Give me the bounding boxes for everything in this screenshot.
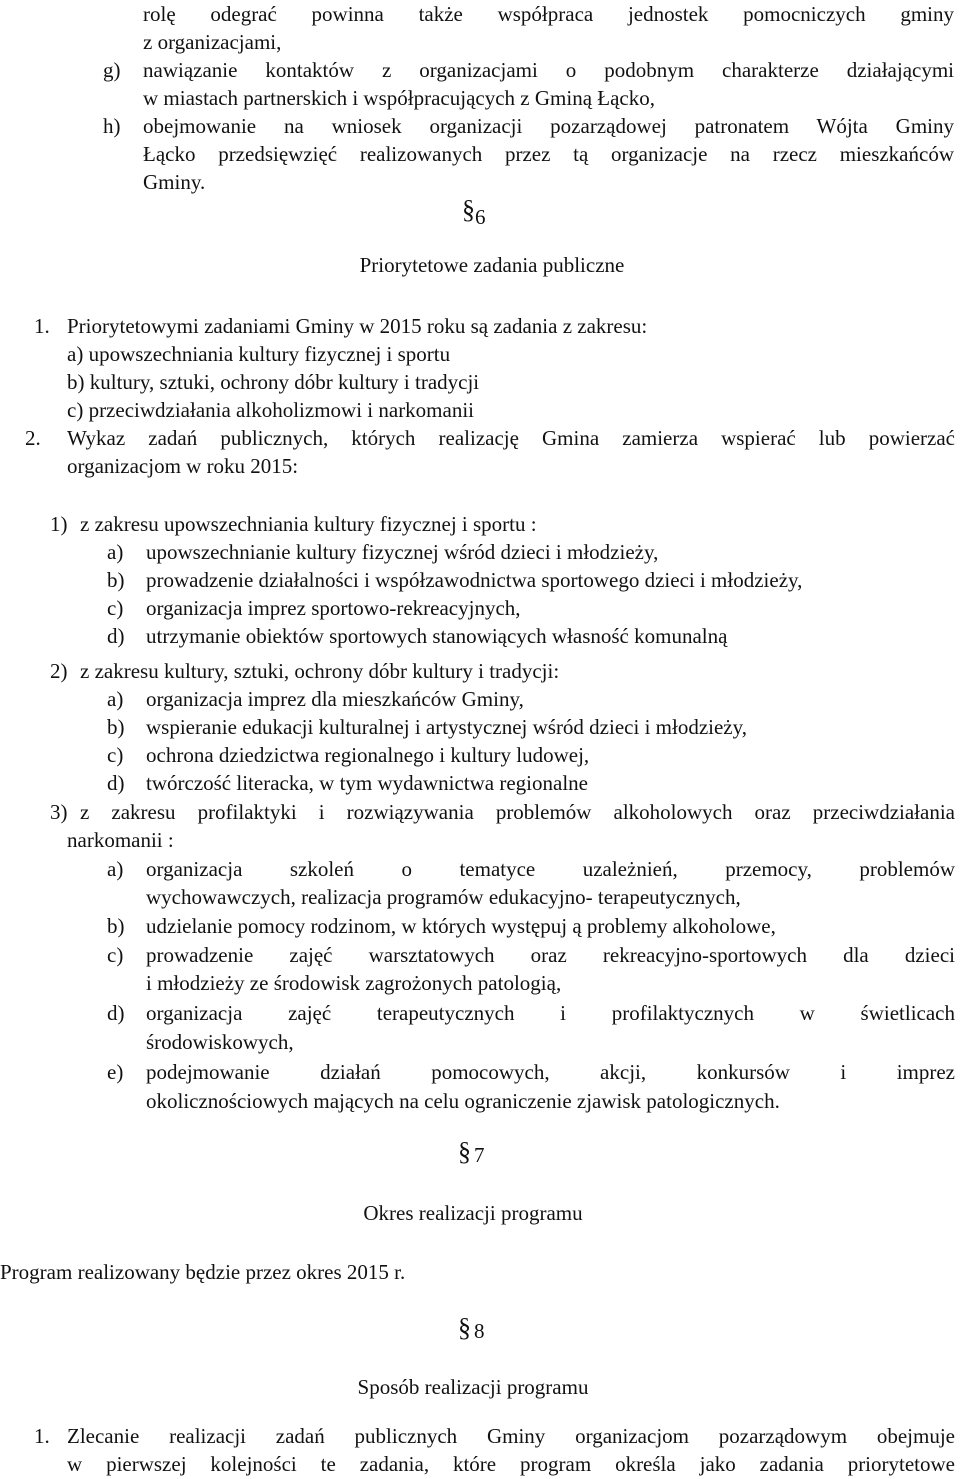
section-6-point-1-text: Priorytetowymi zadaniami Gminy w 2015 roku są zadania z zakresu:	[67, 314, 648, 338]
group-1-item-d: utrzymanie obiektów sportowych stanowiących własność komunalną	[146, 624, 728, 648]
priority-item-b: b) kultury, sztuki, ochrony dóbr kultury i tradycji	[67, 370, 480, 394]
group-2-item-d-label: d)	[107, 771, 125, 795]
list-label-g: g)	[103, 58, 121, 82]
list-item-g-line-1: nawiązanie kontaktów z organizacjami o podobnym charakterze działającymi	[143, 58, 954, 82]
section-number-8: 8	[474, 1319, 485, 1343]
section-7-title: Okres realizacji programu	[363, 1201, 583, 1225]
group-1-item-b: prowadzenie działalności i współzawodnictwa sportowego dzieci i młodzieży,	[146, 568, 803, 592]
section-number-6: 6	[475, 205, 486, 229]
group-1-item-c: organizacja imprez sportowo-rekreacyjnych,	[146, 596, 521, 620]
group-2-item-b-label: b)	[107, 715, 125, 739]
group-3-item-e-label: e)	[107, 1060, 124, 1084]
group-3-item-e-line-1: podejmowanie działań pomocowych, akcji, konkursów i imprez	[146, 1060, 955, 1084]
section-8-point-1-line-1: Zlecanie realizacji zadań publicznych Gminy organizacjom pozarządowym obejmuje	[67, 1424, 955, 1448]
group-3-item-d-label: d)	[107, 1001, 125, 1025]
group-1-label: 1)	[50, 512, 68, 536]
section-sign-7: §	[458, 1137, 471, 1166]
group-2-item-c-label: c)	[107, 743, 124, 767]
section-8-point-1-label: 1.	[34, 1424, 50, 1448]
group-3-label: 3)	[50, 800, 68, 824]
group-3-item-d-line-2: środowiskowych,	[146, 1030, 294, 1054]
group-1-item-d-label: d)	[107, 624, 125, 648]
group-3-item-c-line-1: prowadzenie zajęć warsztatowych oraz rekreacyjno-sportowych dla dzieci	[146, 943, 955, 967]
group-1-item-a-label: a)	[107, 540, 124, 564]
group-1-title: z zakresu upowszechniania kultury fizycznej i sportu :	[80, 512, 537, 536]
group-3-item-a-label: a)	[107, 857, 124, 881]
section-6-point-2-line-2: organizacjom w roku 2015:	[67, 454, 299, 478]
group-3-item-b-line-1: udzielanie pomocy rodzinom, w których występuj ą problemy alkoholowe,	[146, 914, 776, 938]
group-3-item-c-line-2: i młodzieży ze środowisk zagrożonych patologią,	[146, 971, 562, 995]
group-1-item-a: upowszechnianie kultury fizycznej wśród dzieci i młodzieży,	[146, 540, 659, 564]
section-6-point-2-line-1: Wykaz zadań publicznych, których realizację Gmina zamierza wspierać lub powierzać	[67, 426, 955, 450]
list-item-h-line-1: obejmowanie na wniosek organizacji pozarządowej patronatem Wójta Gminy	[143, 114, 954, 138]
section-6-point-2-label: 2.	[25, 426, 41, 450]
group-2-item-c: ochrona dziedzictwa regionalnego i kultury ludowej,	[146, 743, 590, 767]
priority-item-a: a) upowszechniania kultury fizycznej i sportu	[67, 342, 451, 366]
list-item-h-line-3: Gminy.	[143, 170, 206, 194]
group-2-item-d: twórczość literacka, w tym wydawnictwa regionalne	[146, 771, 588, 795]
group-3-title-line-2: narkomanii :	[67, 828, 174, 852]
list-item-g-line-2: w miastach partnerskich i współpracujących z Gminą Łącko,	[143, 86, 655, 110]
section-8-point-1-line-2: w pierwszej kolejności te zadania, które program określa jako zadania priorytetowe	[67, 1452, 955, 1476]
group-3-item-d-line-1: organizacja zajęć terapeutycznych i profilaktycznych w świetlicach	[146, 1001, 955, 1025]
list-label-h: h)	[103, 114, 121, 138]
group-3-item-a-line-1: organizacja szkoleń o tematyce uzależnień, przemocy, problemów	[146, 857, 955, 881]
group-1-item-c-label: c)	[107, 596, 124, 620]
group-2-title: z zakresu kultury, sztuki, ochrony dóbr kultury i tradycji:	[80, 659, 560, 683]
group-3-item-c-label: c)	[107, 943, 124, 967]
list-item-h-line-2: Łącko przedsięwzięć realizowanych przez tą organizacje na rzecz mieszkańców	[143, 142, 954, 166]
section-sign-6: §	[462, 195, 475, 224]
group-2-item-a: organizacja imprez dla mieszkańców Gminy,	[146, 687, 524, 711]
section-7-text: Program realizowany będzie przez okres 2015 r.	[0, 1260, 406, 1284]
group-2-item-b: wspieranie edukacji kulturalnej i artystycznej wśród dzieci i młodzieży,	[146, 715, 748, 739]
group-2-item-a-label: a)	[107, 687, 124, 711]
section-8-title: Sposób realizacji programu	[357, 1375, 589, 1399]
paragraph-f-continued-line-2: z organizacjami,	[143, 30, 282, 54]
group-3-title-line-1: z zakresu profilaktyki i rozwiązywania problemów alkoholowych oraz przeciwdziałania	[80, 800, 955, 824]
priority-item-c: c) przeciwdziałania alkoholizmowi i narkomanii	[67, 398, 475, 422]
section-number-7: 7	[474, 1143, 485, 1167]
paragraph-f-continued-line-1: rolę odegrać powinna także współpraca jednostek pomocniczych gminy	[143, 2, 954, 26]
group-3-item-b-label: b)	[107, 914, 125, 938]
group-1-item-b-label: b)	[107, 568, 125, 592]
group-3-item-a-line-2: wychowawczych, realizacja programów edukacyjno- terapeutycznych,	[146, 885, 741, 909]
group-2-label: 2)	[50, 659, 68, 683]
group-3-item-e-line-2: okolicznościowych mających na celu ograniczenie zjawisk patologicznych.	[146, 1089, 780, 1113]
section-6-point-1-label: 1.	[34, 314, 50, 338]
section-sign-8: §	[458, 1313, 471, 1342]
section-6-title: Priorytetowe zadania publiczne	[359, 253, 625, 277]
